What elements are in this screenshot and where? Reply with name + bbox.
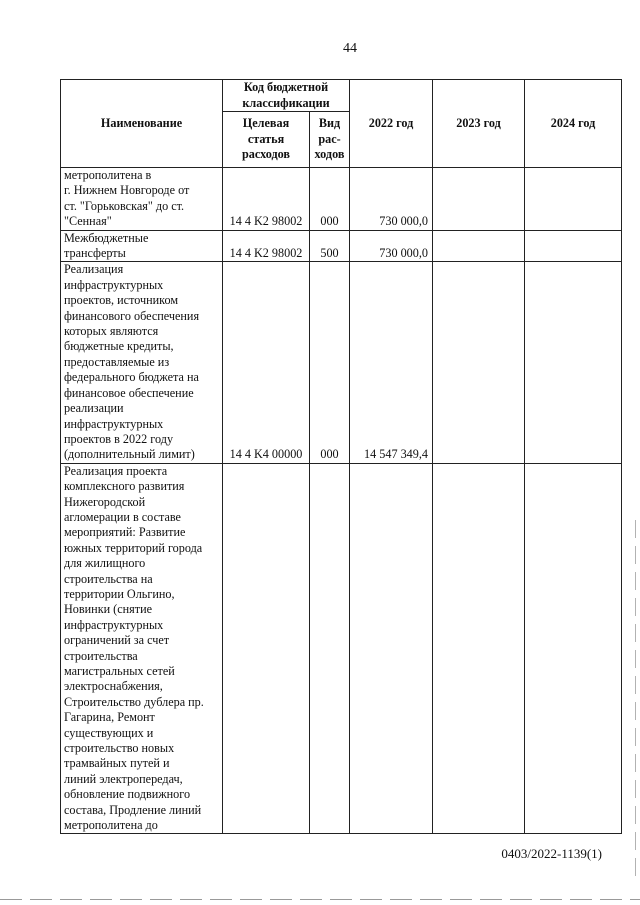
header-2024: 2024 год: [525, 80, 622, 168]
header-target-article: Целевая статья расходов: [223, 112, 310, 168]
row-2022: 14 547 349,4: [350, 262, 433, 463]
header-code-group: Код бюджетной классификации: [223, 80, 350, 112]
row-expense-kind: [310, 463, 350, 834]
header-name: Наименование: [61, 80, 223, 168]
row-2022: 730 000,0: [350, 168, 433, 231]
row-target-article: 14 4 K4 00000: [223, 262, 310, 463]
header-2023: 2023 год: [433, 80, 525, 168]
table-row: [61, 230, 622, 262]
row-name: Реализация инфраструктурных проектов, источником финансового обеспечения которых являются бюджетные кредиты, предоставляемые из федерального бюджета на финансовое обеспечение реализации инфраструктурных проектов в 2022 году (дополнительный лимит): [61, 262, 223, 463]
table-row: [61, 262, 622, 463]
row-name: Реализация проекта комплексного развития Нижегородской агломерации в составе мероприятий: Развитие южных территорий города для жилищного строительства на территории Ольгино, Новинки (снятие инфраструктурных ограничений за счет строительства магистральных сетей электроснабжения, Строительство дублера пр. Гагарина, Ремонт существующих и строительство новых трамвайных путей и линий электропередач, обновление подвижного состава, Продление линий метрополитена до: [61, 463, 223, 834]
scan-artifact-line: [0, 899, 640, 900]
row-2023: [433, 463, 525, 834]
header-2022: 2022 год: [350, 80, 433, 168]
row-name: Межбюджетные трансферты: [61, 230, 223, 262]
row-2024: [525, 262, 622, 463]
row-name: метрополитена в г. Нижнем Новгороде от ст. "Горьковская" до ст. "Сенная": [61, 168, 223, 231]
budget-table: [60, 79, 622, 834]
row-target-article: [223, 463, 310, 834]
row-expense-kind: 000: [310, 168, 350, 231]
row-target-article: 14 4 K2 98002: [223, 230, 310, 262]
row-2024: [525, 463, 622, 834]
page-number: 44: [343, 41, 357, 56]
row-2022: [350, 463, 433, 834]
row-2023: [433, 168, 525, 231]
row-2024: [525, 230, 622, 262]
table-row: [61, 463, 622, 834]
row-2023: [433, 262, 525, 463]
row-expense-kind: 000: [310, 262, 350, 463]
row-target-article: 14 4 K2 98002: [223, 168, 310, 231]
header-expense-kind: Вид рас-ходов: [310, 112, 350, 168]
table-row: [61, 168, 622, 231]
row-2022: 730 000,0: [350, 230, 433, 262]
document-code: 0403/2022-1139(1): [501, 846, 602, 861]
row-2024: [525, 168, 622, 231]
row-2023: [433, 230, 525, 262]
scan-artifact-edge: [635, 520, 636, 880]
row-expense-kind: 500: [310, 230, 350, 262]
